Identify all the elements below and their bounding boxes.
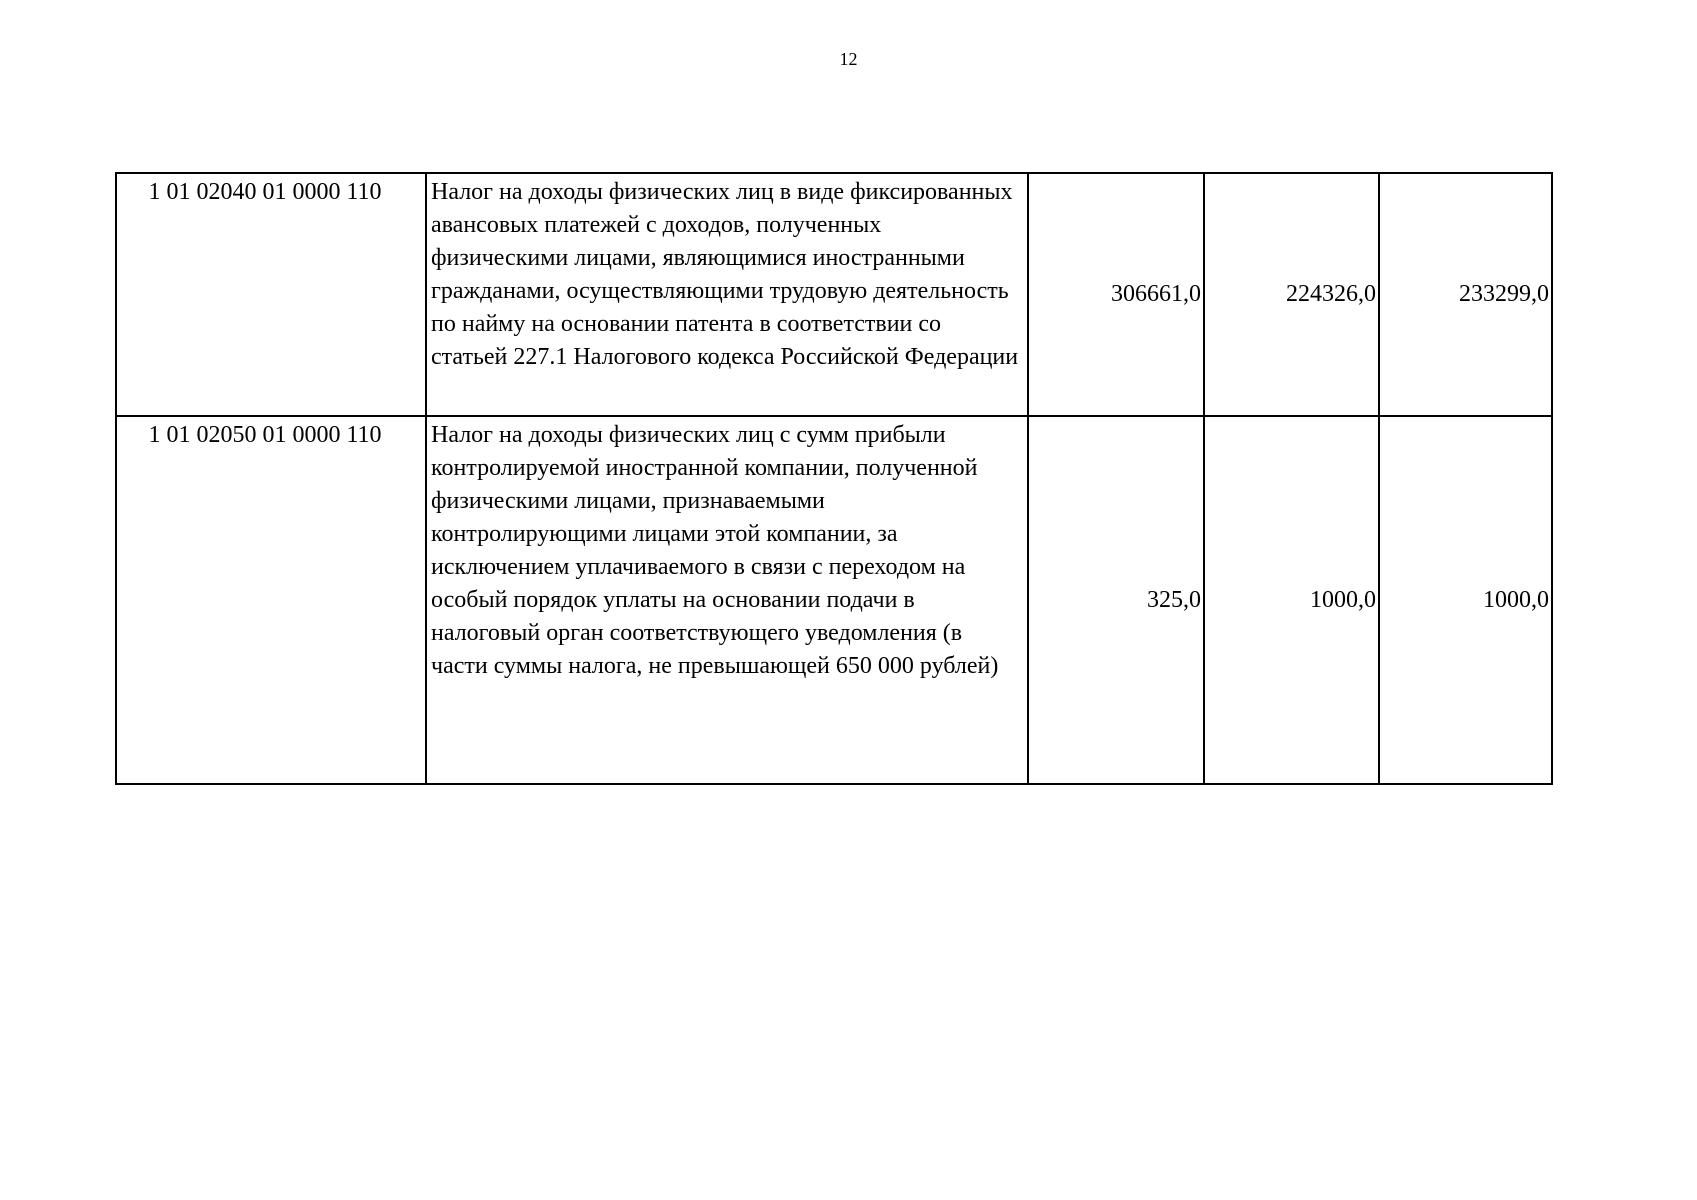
amount-cell-3: 1000,0 [1379, 416, 1552, 784]
amount-cell-2: 1000,0 [1204, 416, 1379, 784]
table-row [116, 416, 1552, 784]
table-row [116, 173, 1552, 416]
amount-cell-1: 306661,0 [1028, 173, 1204, 416]
amount-cell-2: 224326,0 [1204, 173, 1379, 416]
amount-cell-1: 325,0 [1028, 416, 1204, 784]
amount-cell-3: 233299,0 [1379, 173, 1552, 416]
classification-code-cell: 1 01 02040 01 0000 110 [116, 173, 426, 416]
page-number: 12 [839, 49, 858, 69]
budget-revenue-table [115, 172, 1553, 785]
classification-code-cell: 1 01 02050 01 0000 110 [116, 416, 426, 784]
revenue-name-cell: Налог на доходы физических лиц в виде фиксированных авансовых платежей с доходов, полученных физическими лицами, являющимися иностранными гражданами, осуществляющими трудовую деятельность по найму на основании патента в соответствии со статьей 227.1 Налогового кодекса Российской Федерации [426, 173, 1028, 416]
revenue-name-cell: Налог на доходы физических лиц с сумм прибыли контролируемой иностранной компании, полученной физическими лицами, признаваемыми контролирующими лицами этой компании, за исключением уплачиваемого в связи с переходом на особый порядок уплаты на основании подачи в налоговый орган соответствующего уведомления (в части суммы налога, не превышающей 650 000 рублей) [426, 416, 1028, 784]
